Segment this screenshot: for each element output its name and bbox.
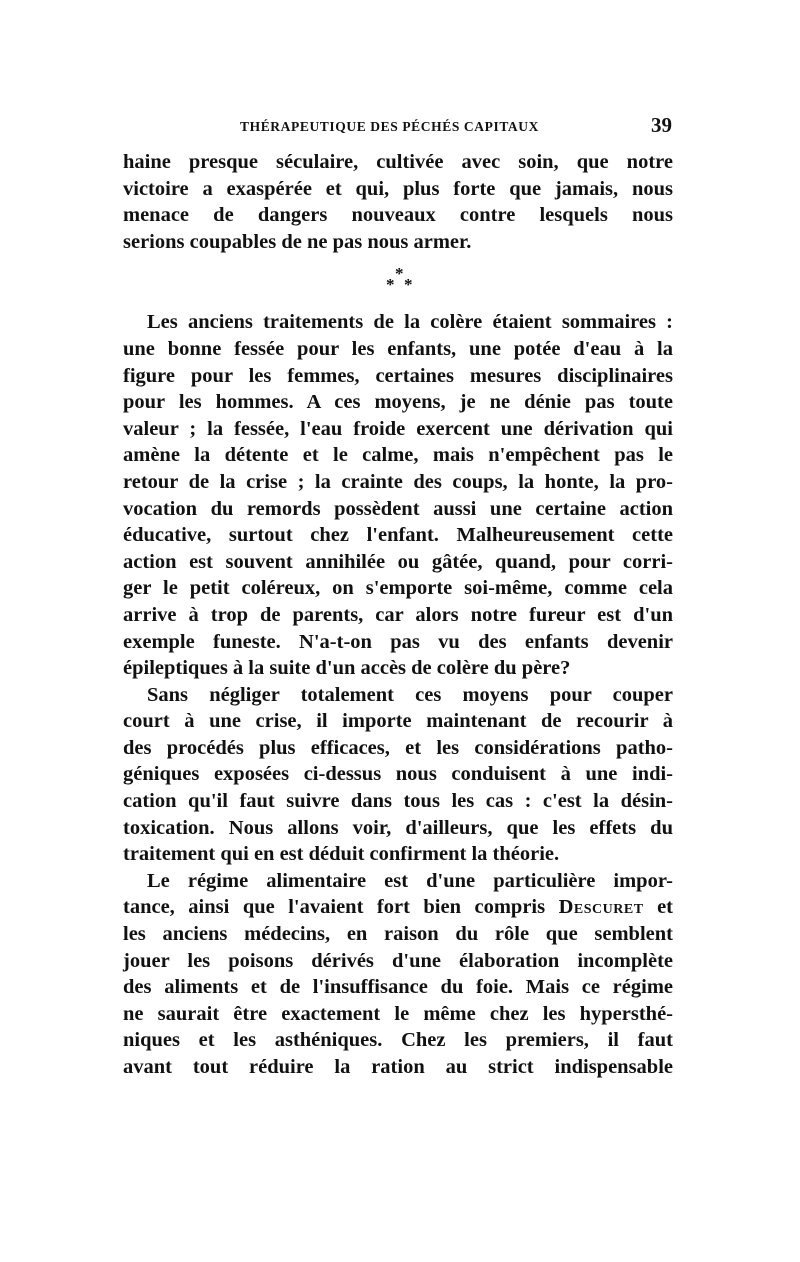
text-fragment: tance, ainsi que l'avaient fort bien compris (123, 896, 546, 919)
text-line: traitement qui en est déduit confirment la théorie. (123, 843, 560, 866)
text-line: ne saurait être exactement le même chez les hypersthé- (123, 1002, 673, 1025)
paragraph-2 (123, 309, 673, 681)
text-line: arrive à trop de parents, car alors notre fureur est d'un (123, 603, 673, 626)
text-line: Le régime alimentaire est d'une particulière impor- (147, 869, 673, 892)
text-line: action est souvent annihilée ou gâtée, quand, pour corri- (123, 550, 673, 573)
running-title: THÉRAPEUTIQUE DES PÉCHÉS CAPITAUX (240, 119, 539, 134)
text-line: vocation du remords possèdent aussi une certaine action (123, 497, 673, 520)
text-line: court à une crise, il importe maintenant de recourir à (123, 710, 673, 733)
text-line: géniques exposées ci-dessus nous conduisent à une indi- (123, 763, 673, 786)
paragraph-1 (123, 149, 673, 255)
asterisk-icon: * (404, 275, 413, 295)
text-line: pour les hommes. A ces moyens, je ne dénie pas toute (123, 391, 673, 414)
author-name: Descuret (558, 896, 644, 919)
text-line (123, 894, 673, 921)
text-line: menace de dangers nouveaux contre lesquels nous (123, 204, 673, 227)
text-line: serions coupables de ne pas nous armer. (123, 230, 472, 253)
text-line: des aliments et de l'insuffisance du foie. Mais ce régime (123, 976, 673, 999)
section-separator (123, 255, 673, 309)
text-line: des procédés plus efficaces, et les considérations patho- (123, 736, 673, 759)
paragraph-3 (123, 682, 673, 868)
text-line: une bonne fessée pour les enfants, une potée d'eau à la (123, 337, 673, 360)
text-line: figure pour les femmes, certaines mesures disciplinaires (123, 364, 673, 387)
asterisk-icon: * (386, 275, 395, 295)
text-line: toxication. Nous allons voir, d'ailleurs, que les effets du (123, 816, 673, 839)
text-line: Sans négliger totalement ces moyens pour couper (147, 683, 673, 706)
text-line: haine presque séculaire, cultivée avec soin, que notre (123, 151, 673, 173)
text-line: ger le petit coléreux, on s'emporte soi-même, comme cela (123, 577, 673, 600)
text-line: cation qu'il faut suivre dans tous les cas : c'est la désin- (123, 790, 673, 813)
text-line: Les anciens traitements de la colère étaient sommaires : (147, 311, 673, 334)
text-line: victoire a exaspérée et qui, plus forte que jamais, nous (123, 177, 673, 200)
body-text (123, 149, 673, 1081)
text-line: épileptiques à la suite d'un accès de colère du père? (123, 657, 571, 680)
page-header (132, 113, 672, 143)
paragraph-4 (123, 868, 673, 1081)
asterisk-icon: * (395, 264, 404, 284)
text-line: valeur ; la fessée, l'eau froide exercent une dérivation qui (123, 417, 673, 440)
text-line: les anciens médecins, en raison du rôle que semblent (123, 923, 673, 946)
page-number: 39 (651, 113, 672, 137)
text-fragment: et (657, 896, 674, 919)
text-line: exemple funeste. N'a-t-on pas vu des enfants devenir (123, 630, 673, 653)
text-line: retour de la crise ; la crainte des coups, la honte, la pro- (123, 470, 673, 493)
text-line: niques et les asthéniques. Chez les premiers, il faut (123, 1029, 673, 1052)
text-line: jouer les poisons dérivés d'une élaboration incomplète (123, 949, 673, 972)
text-line: avant tout réduire la ration au strict indispensable (123, 1056, 673, 1078)
text-line: éducative, surtout chez l'enfant. Malheureusement cette (123, 524, 673, 547)
text-line: amène la détente et le calme, mais n'empêchent pas le (123, 444, 673, 467)
